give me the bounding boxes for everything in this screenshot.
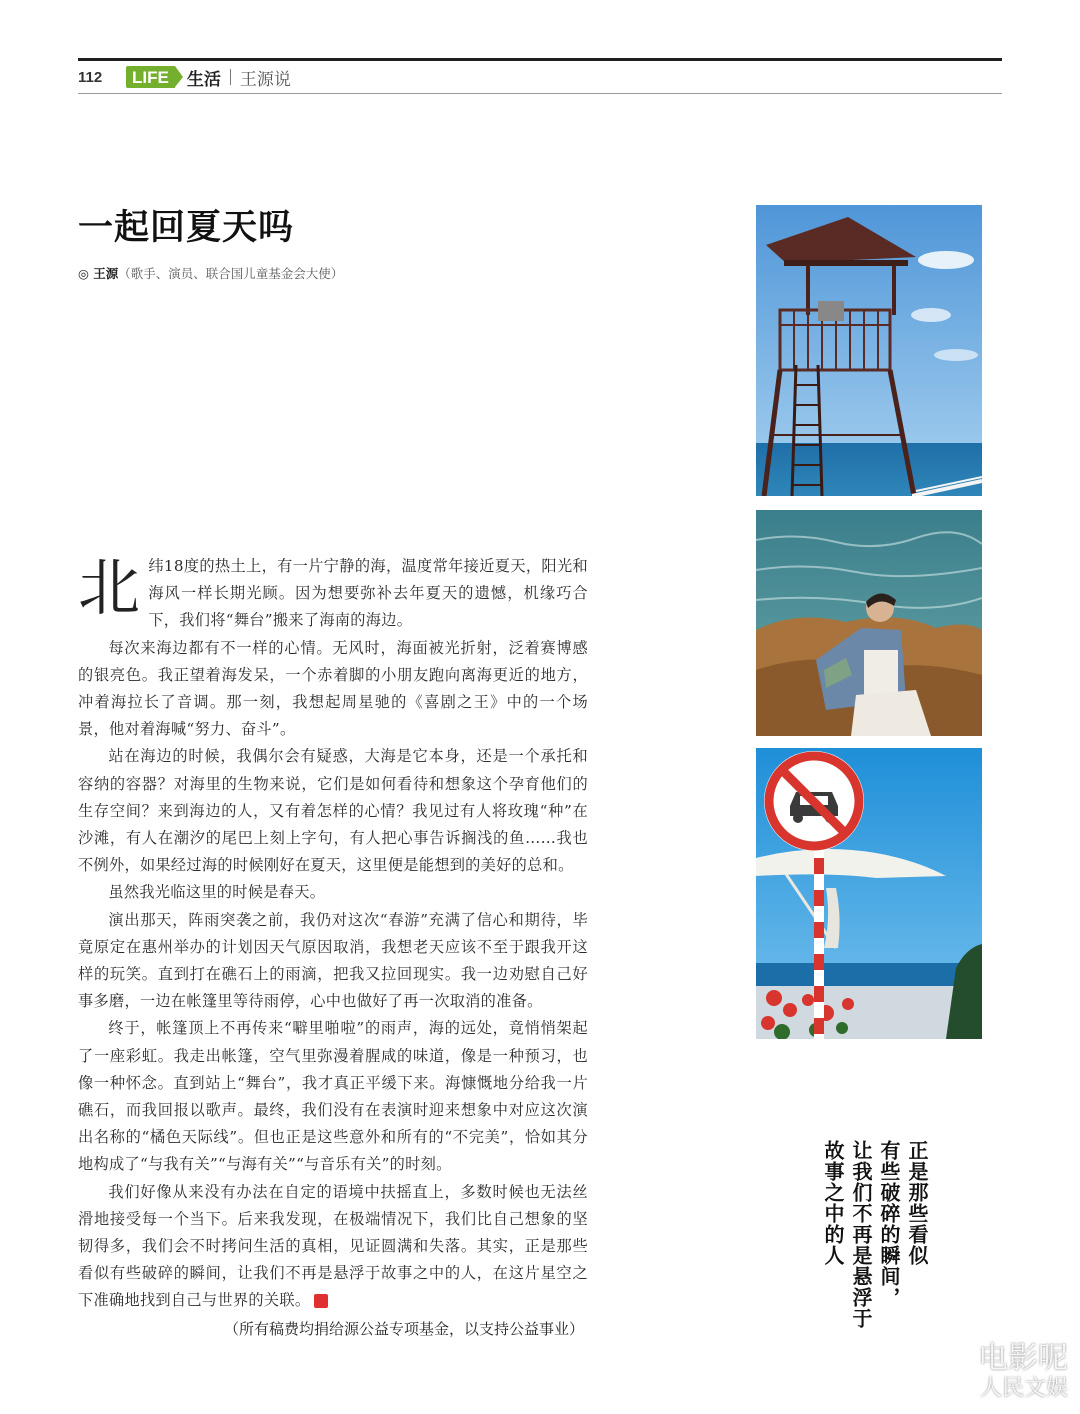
end-mark-icon: G	[314, 1294, 328, 1308]
life-badge: LIFE	[126, 66, 175, 88]
byline-author: ◎ 王源	[78, 266, 119, 281]
lifeguard-tower-illustration	[756, 205, 982, 496]
header-bottom-rule	[78, 93, 1002, 94]
donation-note: （所有稿费均捐给源公益专项基金，以支持公益事业）	[223, 1320, 584, 1338]
header-top-rule	[78, 58, 1002, 61]
pull-quote-line-4: 故事之中的人	[821, 1140, 845, 1266]
watermark-line-2: 人民文娱	[979, 1376, 1068, 1401]
photo-lifeguard-tower	[756, 205, 982, 496]
paragraph-text: 纬18度的热土上，有一片宁静的海，温度常年接近夏天，阳光和海风一样长期光顾。因为想要弥补去年夏天的遗憾，机缘巧合下，我们将“舞台”搬来了海南的海边。	[148, 557, 588, 630]
drop-cap: 北	[78, 551, 141, 624]
page-number: 112	[78, 68, 103, 86]
column-label: 王源说	[239, 69, 291, 90]
article-title: 一起回夏天吗	[78, 208, 295, 248]
paragraph-text: 我们好像从来没有办法在自定的语境中扶摇直上，多数时候也无法丝滑地接受每一个当下。后来我发现，在极端情况下，我们比自己想象的坚韧得多，我们会不时拷问生活的真相，见证圆满和失落。其实，正是那些看似有些破碎的瞬间，让我们不再是悬浮于故事之中的人，在这片星空之下准确地找到自己与世界的关联。	[78, 1182, 588, 1310]
pull-quote	[820, 1140, 930, 1360]
photo-no-cars-sign	[756, 748, 982, 1039]
photo-person-on-rocks	[756, 510, 982, 736]
paragraph-7	[78, 1179, 588, 1315]
paragraph-2: 每次来海边都有不一样的心情。无风时，海面被光折射，泛着赛博感的银亮色。我正望着海发呆，一个赤着脚的小朋友跑向离海更近的地方，冲着海拉长了音调。那一刻，我想起周星驰的《喜剧之王》中的一个场景，他对着海喊“努力、奋斗”。	[78, 638, 588, 739]
byline-role: （歌手、演员、联合国儿童基金会大使）	[118, 266, 344, 281]
no-cars-sign-illustration	[756, 748, 982, 1039]
byline	[78, 264, 343, 282]
paragraph-5: 演出那天，阵雨突袭之前，我仍对这次“春游”充满了信心和期待，毕竟原定在惠州举办的计划因天气原因取消，我想老天应该不至于跟我开这样的玩笑。直到打在礁石上的雨滴，把我又拉回现实。我一边劝慰自己好事多磨，一边在帐篷里等待雨停，心中也做好了再一次取消的准备。	[78, 910, 588, 1011]
section-divider	[230, 69, 231, 85]
pull-quote-line-2: 有些破碎的瞬间，	[877, 1140, 901, 1308]
pull-quote-line-1: 正是那些看似	[905, 1140, 929, 1266]
paragraph-3: 站在海边的时候，我偶尔会有疑惑，大海是它本身，还是一个承托和容纳的容器？对海里的生物来说，它们是如何看待和想象这个孕育他们的生存空间？来到海边的人，又有着怎样的心情？我见过有人将玫瑰“种”在沙滩，有人在潮汐的尾巴上刻上字句，有人把心事告诉搁浅的鱼……我也不例外，如果经过海的时候刚好在夏天，这里便是能想到的美好的总和。	[78, 747, 588, 875]
paragraph-6: 终于，帐篷顶上不再传来“噼里啪啦”的雨声，海的远处，竟悄悄架起了一座彩虹。我走出帐篷，空气里弥漫着腥咸的味道，像是一种预习，也像一种怀念。直到站上“舞台”，我才真正平缓下来。海慷慨地分给我一片礁石，而我回报以歌声。最终，我们没有在表演时迎来想象中对应这次演出名称的“橘色天际线”。但也正是这些意外和所有的“不完美”，恰如其分地构成了“与我有关”“与海有关”“与音乐有关”的时刻。	[78, 1019, 588, 1174]
paragraph-1	[78, 553, 588, 635]
article-body	[78, 553, 588, 1315]
person-on-rocks-illustration	[756, 510, 982, 736]
pull-quote-line-3: 让我们不再是悬浮于	[849, 1140, 873, 1329]
page-header	[78, 64, 291, 90]
watermark-line-1: 电影呢	[978, 1341, 1068, 1376]
section-label: 生活	[186, 69, 221, 90]
paragraph-4: 虽然我光临这里的时候是春天。	[108, 883, 326, 902]
watermark	[978, 1342, 1068, 1402]
